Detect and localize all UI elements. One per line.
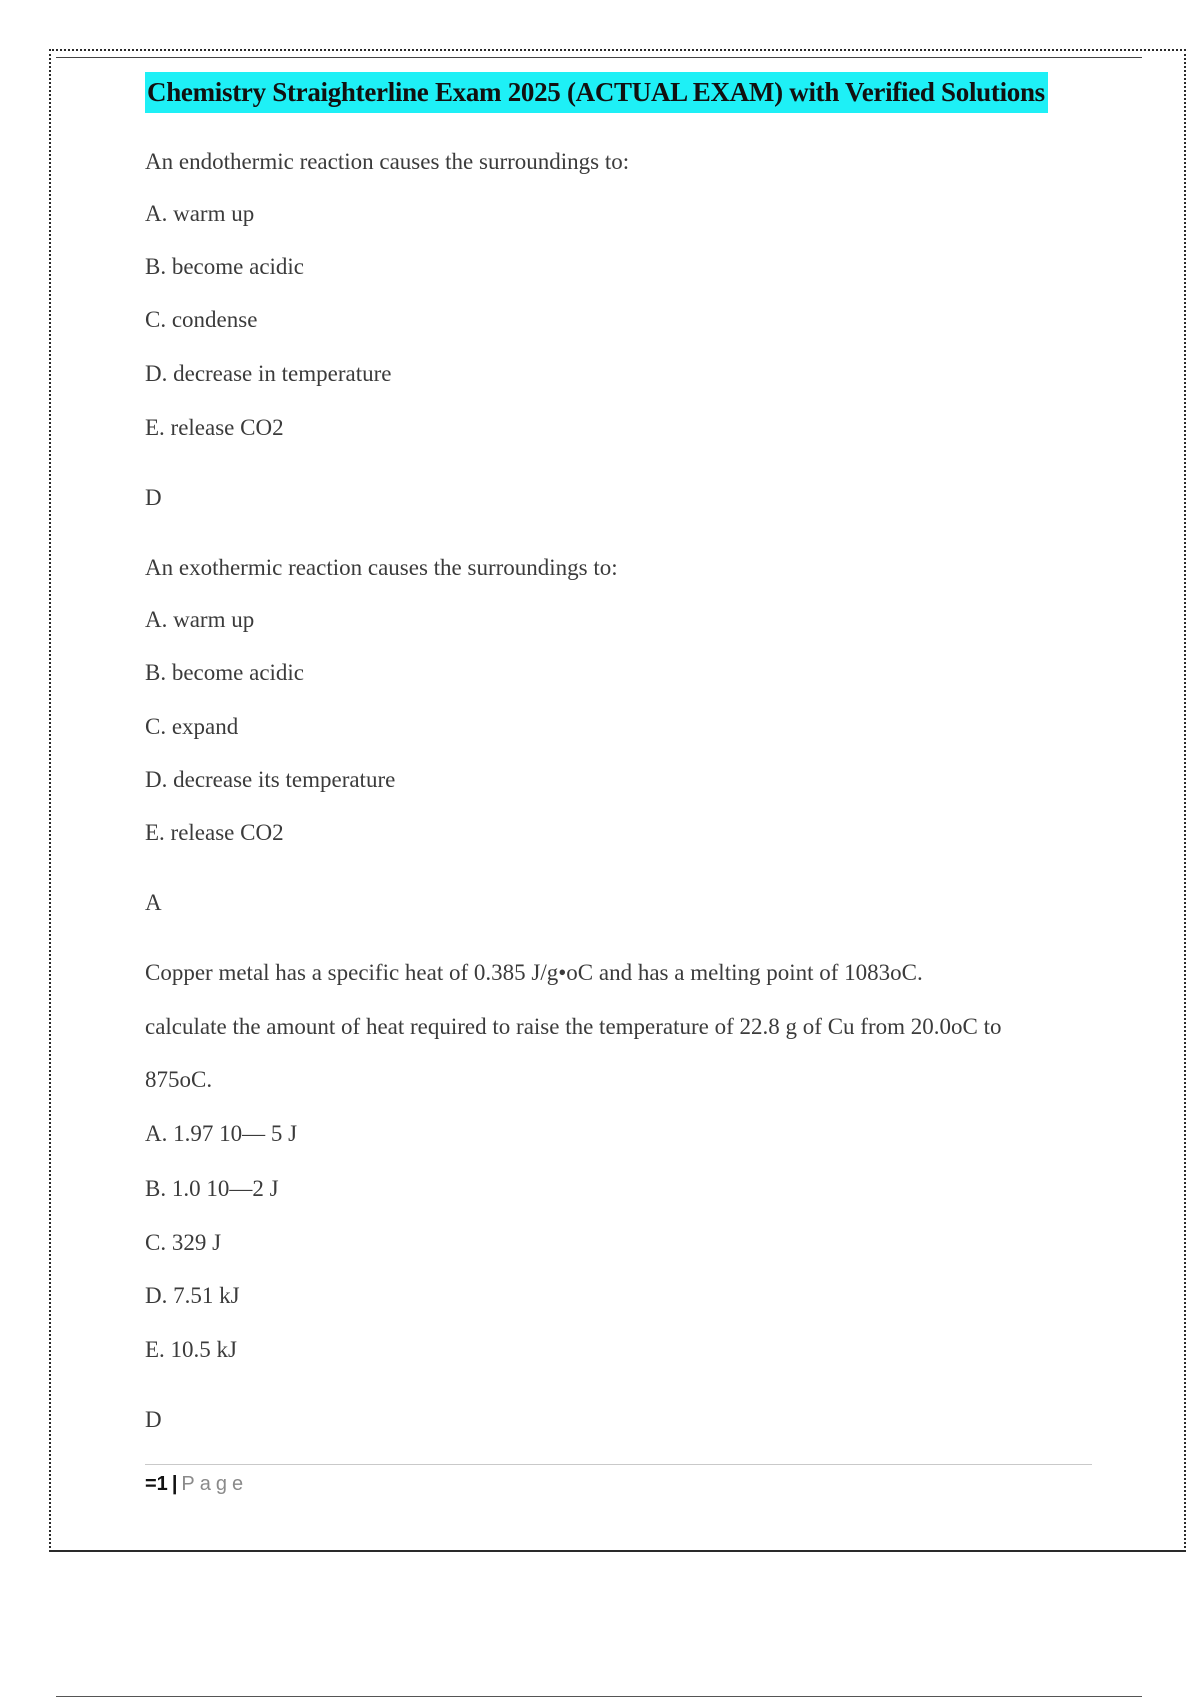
footer-separator: |: [171, 1473, 178, 1495]
question-3-option-a: A. 1.97 10— 5 J: [145, 1121, 298, 1146]
question-1-prompt: An endothermic reaction causes the surroundings to:: [145, 149, 630, 174]
question-1-option-a: A. warm up: [145, 201, 255, 226]
question-3-option-d: D. 7.51 kJ: [145, 1283, 240, 1308]
question-3-option-b: B. 1.0 10—2 J: [145, 1176, 279, 1201]
footer-divider: [145, 1464, 1092, 1465]
question-1-answer: D: [145, 485, 162, 510]
question-3-option-e: E. 10.5 kJ: [145, 1337, 237, 1362]
page-number: =1: [145, 1473, 168, 1495]
question-2-option-c: C. expand: [145, 714, 239, 739]
question-2-option-e: E. release CO2: [145, 820, 284, 845]
question-1-option-c: C. condense: [145, 307, 258, 332]
question-3-prompt-line-3: 875oC.: [145, 1067, 213, 1092]
question-2-option-a: A. warm up: [145, 607, 255, 632]
question-1-option-d: D. decrease in temperature: [145, 361, 392, 386]
question-2-prompt: An exothermic reaction causes the surroundings to:: [145, 555, 618, 580]
question-1-option-e: E. release CO2: [145, 415, 284, 440]
header-divider: [56, 57, 1142, 58]
question-3-prompt-line-2: calculate the amount of heat required to raise the temperature of 22.8 g of Cu from 20.0oC to: [145, 1014, 1002, 1039]
question-2-option-b: B. become acidic: [145, 660, 305, 685]
question-3-prompt-line-1: Copper metal has a specific heat of 0.385 J/g•oC and has a melting point of 1083oC.: [145, 960, 923, 985]
page-footer: [145, 1470, 248, 1498]
question-2-answer: A: [145, 890, 162, 915]
page-label: Page: [181, 1473, 249, 1495]
question-1-option-b: B. become acidic: [145, 254, 305, 279]
question-2-option-d: D. decrease its temperature: [145, 767, 396, 792]
question-3-answer: D: [145, 1407, 162, 1432]
next-page-top-rule: [56, 1696, 1142, 1697]
document-title: Chemistry Straighterline Exam 2025 (ACTUAL EXAM) with Verified Solutions: [145, 72, 1048, 113]
question-3-option-c: C. 329 J: [145, 1230, 222, 1255]
frame-bottom-border: [49, 1550, 1186, 1552]
